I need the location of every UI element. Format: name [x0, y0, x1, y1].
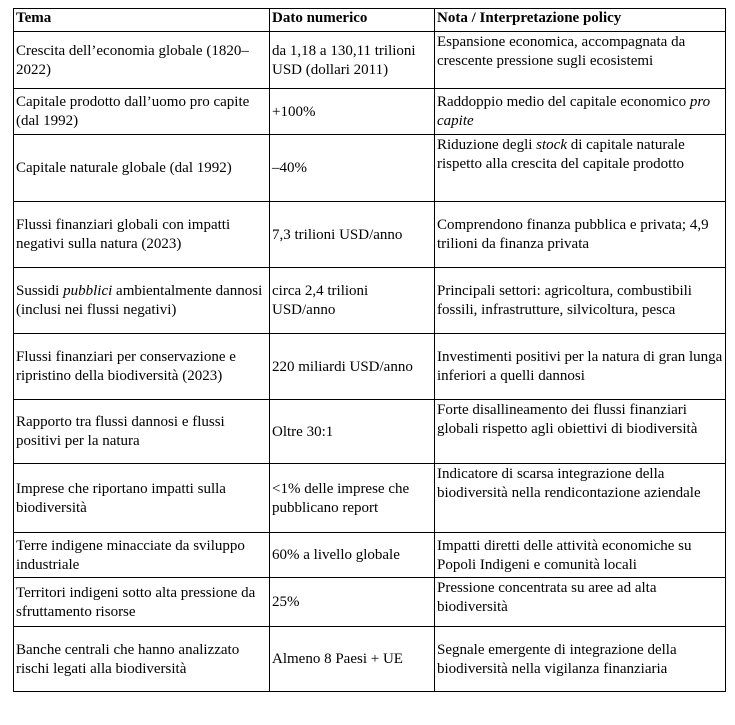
cell-tema: Crescita dell’economia globale (1820–2022) [14, 32, 270, 89]
cell-tema: Banche centrali che hanno analizzato rischi legati alla biodiversità [14, 627, 270, 692]
table-row [14, 268, 726, 334]
table-row [14, 135, 726, 202]
cell-tema: Sussidi pubblici ambientalmente dannosi (inclusi nei flussi negativi) [14, 268, 270, 334]
cell-tema: Flussi finanziari globali con impatti negativi sulla natura (2023) [14, 202, 270, 268]
table-row [14, 400, 726, 464]
cell-dato: <1% delle imprese che pubblicano report [270, 464, 435, 533]
cell-tema: Capitale naturale globale (dal 1992) [14, 135, 270, 202]
cell-tema: Rapporto tra flussi dannosi e flussi positivi per la natura [14, 400, 270, 464]
cell-nota: Forte disallineamento dei flussi finanziari globali rispetto agli obiettivi di biodiversità [435, 400, 726, 464]
table-row [14, 32, 726, 89]
cell-tema: Flussi finanziari per conservazione e ripristino della biodiversità (2023) [14, 334, 270, 400]
header-tema: Tema [14, 9, 270, 32]
cell-nota: Indicatore di scarsa integrazione della biodiversità nella rendicontazione aziendale [435, 464, 726, 533]
cell-nota: Principali settori: agricoltura, combustibili fossili, infrastrutture, silvicoltura, pesca [435, 268, 726, 334]
table-row [14, 627, 726, 692]
cell-dato: –40% [270, 135, 435, 202]
cell-nota: Impatti diretti delle attività economiche su Popoli Indigeni e comunità locali [435, 533, 726, 578]
cell-nota: Investimenti positivi per la natura di gran lunga inferiori a quelli dannosi [435, 334, 726, 400]
cell-dato: Oltre 30:1 [270, 400, 435, 464]
table-row [14, 89, 726, 135]
header-nota: Nota / Interpretazione policy [435, 9, 726, 32]
cell-dato: 220 miliardi USD/anno [270, 334, 435, 400]
cell-nota: Espansione economica, accompagnata da crescente pressione sugli ecosistemi [435, 32, 726, 89]
cell-tema: Capitale prodotto dall’uomo pro capite (dal 1992) [14, 89, 270, 135]
cell-tema: Territori indigeni sotto alta pressione da sfruttamento risorse [14, 578, 270, 627]
cell-dato: circa 2,4 trilioni USD/anno [270, 268, 435, 334]
cell-tema: Imprese che riportano impatti sulla biodiversità [14, 464, 270, 533]
table-header [14, 9, 726, 32]
cell-nota: Segnale emergente di integrazione della biodiversità nella vigilanza finanziaria [435, 627, 726, 692]
cell-nota: Comprendono finanza pubblica e privata; 4,9 trilioni da finanza privata [435, 202, 726, 268]
cell-nota: Pressione concentrata su aree ad alta biodiversità [435, 578, 726, 627]
header-row [14, 9, 726, 32]
table-row [14, 202, 726, 268]
cell-dato: +100% [270, 89, 435, 135]
cell-tema: Terre indigene minacciate da sviluppo industriale [14, 533, 270, 578]
cell-dato: Almeno 8 Paesi + UE [270, 627, 435, 692]
table-row [14, 464, 726, 533]
cell-dato: 25% [270, 578, 435, 627]
cell-nota: Raddoppio medio del capitale economico pro capite [435, 89, 726, 135]
table-row [14, 578, 726, 627]
table-row [14, 533, 726, 578]
data-table [13, 8, 726, 692]
cell-dato: da 1,18 a 130,11 trilioni USD (dollari 2011) [270, 32, 435, 89]
header-dato-numerico: Dato numerico [270, 9, 435, 32]
table-row [14, 334, 726, 400]
cell-dato: 60% a livello globale [270, 533, 435, 578]
cell-dato: 7,3 trilioni USD/anno [270, 202, 435, 268]
cell-nota: Riduzione degli stock di capitale naturale rispetto alla crescita del capitale prodotto [435, 135, 726, 202]
